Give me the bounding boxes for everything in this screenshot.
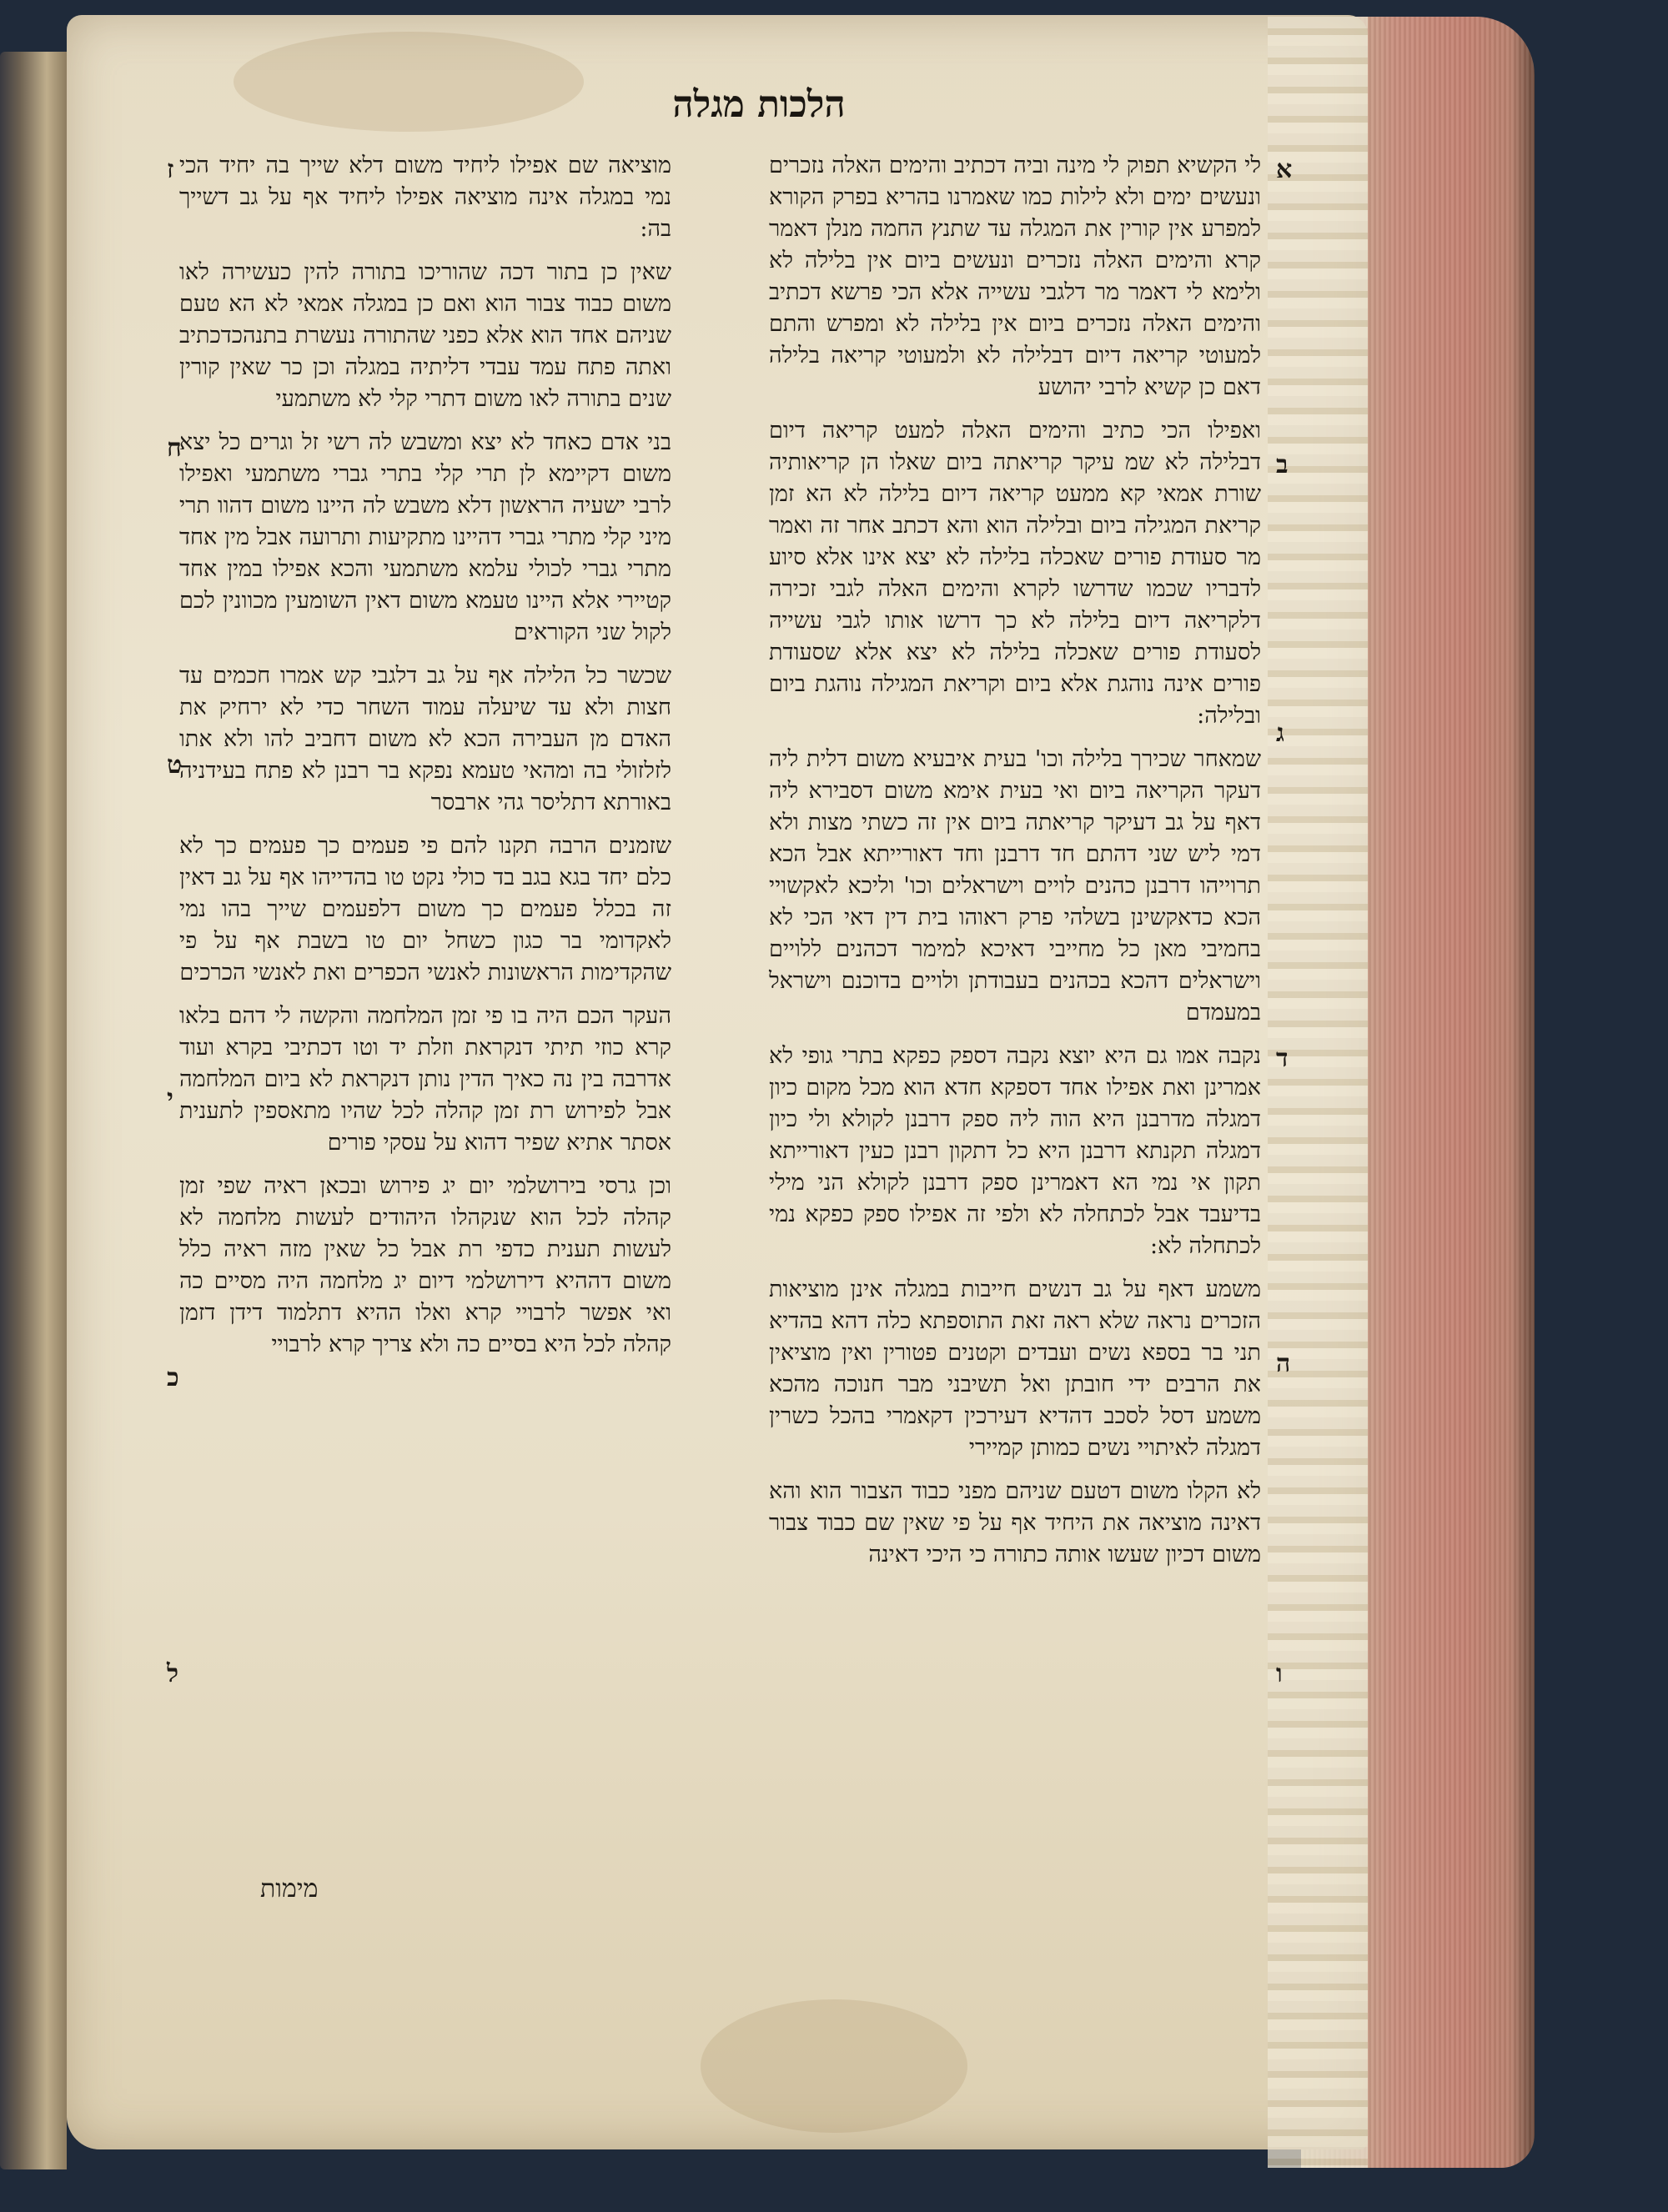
text-paragraph: לא הקלו משום דטעם שניהם מפני כבוד הצבור הוא והא דאינה מוציאה את היחיד אף על פי שאין שם כבוד צבור משום דכיון שעשו אותה כתורה כי היכי דאינה: [769, 1478, 1261, 1567]
left-page-edge: [0, 52, 67, 2169]
section-marker: ל: [167, 1659, 179, 1688]
text-paragraph: העקר הכם היה בו פי זמן המלחמה והקשה לי דהם בלאו קרא כוזי תיתי דנקראת וזלת יד וטו דכתיבי בקרא ועוד אדרבה בין נה כאיך הדין נותן דנקראת לא ביום המלחמה אבל לפירוש רת זמן קהלה לכל שהיו מתאספין לתענית אסתר אתיא שפיר דהוא על עסקי פורים: [179, 1003, 671, 1156]
section-marker: ו: [1276, 1659, 1283, 1688]
text-paragraph: שזמנים הרבה תקנו להם פי פעמים כך פעמים כך לא כלם יחד בגא בגב בד כולי נקט טו בהדייהו אף על גב דאין זה בכלל פעמים כך משום דלפעמים שייך בהו נמי לאקדומי בר כגון כשחל יום טו בשבת אף על פי שהקדימות הראשונות לאנשי הכפרים ואת לאנשי הכרכים: [179, 833, 671, 986]
section-marker: א: [1276, 155, 1293, 184]
left-text-column: [179, 150, 671, 1372]
text-paragraph: ואפילו הכי כתיב והימים האלה למעט קריאה דיום דבלילה לא שמ עיקר קריאתה ביום שאלו הן קריאותיה שורת אמאי קא ממעט קריאה דיום בלילה לא הא זמן קריאת המגילה ביום ובלילה הוא והא דכתב אחר זה ואמר מר סעודת פורים שאכלה בלילה לא יצא אינו אלא סיוע לדבריו שכמו שדרשו לקרא והימים האלה לגבי זכירה דלקריאה דיום בלילה לא כך דרשו אותו לגבי עשייה לסעודת פורים שאכלה בלילה לא יצא אלא שסעודת פורים אינה נוהגת אלא ביום וקריאת המגילה נוהגת ביום ובלילה:: [769, 418, 1261, 729]
water-stain: [701, 1999, 967, 2133]
section-marker: ג: [1276, 719, 1284, 748]
section-marker: י: [167, 1084, 173, 1113]
section-marker: ב: [1276, 450, 1289, 479]
page-title: הלכות מגלה: [672, 83, 846, 126]
text-paragraph: שכשר כל הלילה אף על גב דלגבי קש אמרו חכמים עד חצות ולא עד שיעלה עמוד השחר כדי לא ירחיק את האדם מן העבירה הכא לא משום דחביב להו ולא אתו לזלזולי בה ומהאי טעמא נפקא בר רבנן לא פתח בעידניה באורתא דתליסר גהי ארבסר: [179, 663, 671, 815]
section-marker: כ: [167, 1363, 179, 1392]
section-marker: ה: [1276, 1349, 1291, 1378]
section-marker: ט: [167, 750, 183, 780]
text-paragraph: לי הקשיא תפוק לי מינה וביה דכתיב והימים האלה נזכרים ונעשים ימים ולא לילות כמו שאמרנו בהריא בפרק הקורא למפרע אין קורין את המגלה עד שתנץ החמה מנלן דאמר קרא והימים האלה נזכרים ונעשים ביום אין בלילה לא ולימא לי דאמר מר דלגבי עשייה אלא הכי פרשא דכתיב והימים האלה נזכרים ביום אין בלילה לא ומפרש והתם למעוטי קריאה דיום דבלילה לא ולמעוטי קריאה בלילה דאם כן קשיא לרבי יהושע: [769, 153, 1261, 400]
section-marker: ח: [167, 434, 182, 463]
text-paragraph: נקבה אמו גם היא יוצא נקבה דספק כפקא בתרי גופי לא אמרינן ואת אפילו אחד דספקא חדא הוא מכל מקום כיון דמגלה מדרבנן היא הוה ליה ספק דרבנן לקולא ולי כיון דמגלה תקנתא דרבנן היא כל דתקון רבנן כעין דאורייתא תקון אי נמי הא דאמרינן ספק דרבנן לקולא הני מילי בדיעבד אבל לכתחלה לא ולפי זה אפילו ספק כפקא נמי לכתחלה לא:: [769, 1043, 1261, 1259]
water-stain: [234, 32, 584, 132]
catchword: מימות: [260, 1874, 319, 1904]
text-paragraph: בני אדם כאחד לא יצא ומשבש לה רשי זל וגרים כל יצא משום דקיימא לן תרי קלי בתרי גברי משתמעי ואפילו לרבי ישעיה הראשון דלא משבש לה היינו משום דהוו תרי מיני קלי מתרי גברי דהיינו מתקיעות ותרועה אבל מין אחד מתרי גברי לכולי עלמא משתמעי והכא אפילו במין אחד קטיירי אלא היינו טעמא משום דאין השומעין מכוונין לכם לקול שני הקוראים: [179, 429, 671, 645]
text-paragraph: משמע דאף על גב דנשים חייבות במגלה אינן מוציאות הזכרים נראה שלא ראה זאת התוספתא כלה דהא בהדיא תני בר בספא נשים ועבדים וקטנים פטורין ואין מוציאין את הרבים ידי חובתן ואל תשיבני מבר חנוכה מהכא משמע דסל לסכב דהדיא דעירכין דקאמרי בהכל כשרין דמגלה לאיתויי נשים כמותן קמיירי: [769, 1277, 1261, 1461]
damaged-page-edge: [1268, 17, 1368, 2168]
text-paragraph: שמאחר שכירך בלילה וכו' בעית איבעיא משום דלית ליה דעקר הקריאה ביום ואי בעית אימא משום דסבירא ליה דאף על גב דעיקר קריאתה ביום אין זה כשתי מצות ולא דמי ליש שני דהתם חד דרבנן וחד דאורייתא אבל הכא תרוייהו דרבנן כהנים לויים וישראלים וכו' וליכא לאקשויי הכא כדאקשינן בשלהי פרק ראוהו בית דין דאי הכי לא בחמיבי מאן כל מחייבי דאיכא למימר דכהנים ללויים וישראלים דהכא בכהנים בעבודתן ולויים בדוכנם וישראל במעמדם: [769, 746, 1261, 1026]
right-text-column: [769, 150, 1261, 1583]
text-paragraph: וכן גרסי בירושלמי יום יג פירוש ובכאן ראיה שפי זמן קהלה לכל הוא שנקהלו היהודים לעשות מלחמה לא לעשות תענית כדפי רת אבל כל שאין מזה ראיה כלל משום דההיא דירושלמי דיום יג מלחמה היה מסיים כה ואי אפשר לרבויי קרא ואלו ההיא דתלמוד דידן דזמן קהלה לכל היא בסיים כה ולא צריך קרא לרבויי: [179, 1173, 671, 1357]
section-marker: ד: [1276, 1044, 1289, 1073]
text-paragraph: שאין כן בתור דכה שהוריכו בתורה להין כעשירה לאו משום כבוד צבור הוא ואם כן במגלה אמאי לא הא טעם שניהם אחד הוא אלא כפני שהתורה נעשרת בתנהכדכתיב ואתה פתח עמד עבדי דליתיה במגלה וכן כר שאין קורין שנים בתורה לאו משום דתרי קלי לא משתמעי: [179, 259, 671, 412]
text-paragraph: מוציאה שם אפילו ליחיד משום דלא שייך בה יחיד הכי נמי במגלה אינה מוציאה אפילו ליחיד אף על גב דשייך בה:: [179, 153, 671, 242]
section-marker: ז: [167, 155, 174, 184]
